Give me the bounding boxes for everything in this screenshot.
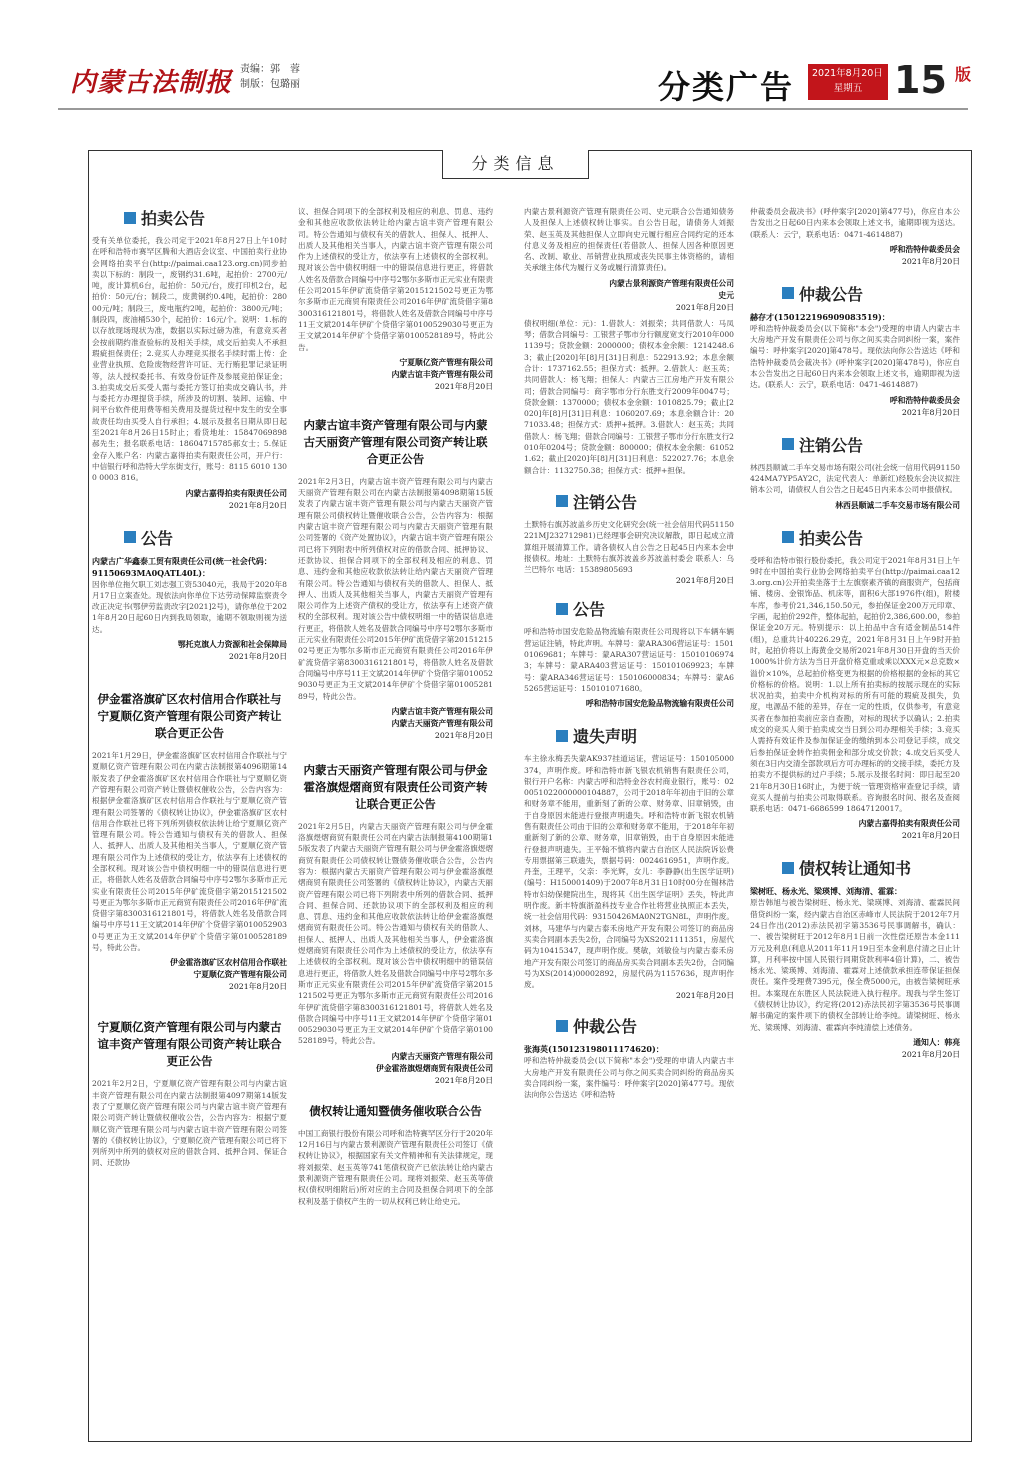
article-body: 原告韩旭与被告梁树旺、杨永光、梁瑛博、刘海清、霍霖民间借贷纠纷一案，经内蒙古自治区赤峰市人民法院于2012年7月24日作出(2012)赤法民初字第3536号民事调解书，确认：一、被告梁树旺于2012年8月1日前一次性偿还原告本金111万元及利息(利息从2011年11月19日至本金利息付清之日止计算，月利率按中国人民银行同期贷款利率4倍计算)，二、被告杨永光、梁瑛博、刘海清、霍霖对上述债款承担连带保证担保责任。案件受理费7395元，保全费5000元，由被告梁树旺承担。本案现在东胜区人民法院进入执行程序。现我与学生签订《债权转让协议》，约定将(2012)赤法民初字第3536号民事调解书确定的案件项下的债权全部转让给李纯。请梁树旺、杨永光、梁瑛博、刘海清、霍霖向李纯清偿上述债务。 <box>750 898 960 1032</box>
bullet-square-icon <box>556 495 568 507</box>
article-body: 2021年2月2日，宁夏顺亿资产管理有限公司与内蒙古谊丰资产管理有限公司在内蒙古法制报第4097期第14版发表了宁夏顺亿资产管理有限公司与内蒙古谊丰资产管理有限公司资产转让暨债权催收公告，公告内容为：根据宁夏顺亿资产管理有限公司与内蒙古谊丰资产管理有限公司签署的《债权转让协议》，宁夏顺亿资产管理有限公司已将下列所列中所列的债权对应的借款合同、抵押合同、保证合同、还款协 <box>92 1079 287 1168</box>
date-box <box>808 64 888 100</box>
signature: 内蒙古景利源资产管理有限责任公司 <box>609 278 734 288</box>
bullet-square-icon <box>124 212 136 224</box>
production: 制版：包璐丽 <box>240 79 300 90</box>
article-body: 2021年2月3日，内蒙古谊丰资产管理有限公司与内蒙古天丽资产管理有限公司在内蒙古法制报第4098期第15版发表了内蒙古谊丰资产管理有限公司与内蒙古天丽资产管理有限公司债权转让暨催收联合公告，公告内容为：根据内蒙古谊丰资产管理有限公司与内蒙古天丽资产管理有限公司签署的《资产处置协议》，内蒙古谊丰资产管理有限公司已将下列附表中所列债权对应的借款合同、抵押协议、还款协议、担保合同项下的全部权利及相应的利息、罚息、违约金和其他应收款依法转让给内蒙古天丽资产管理有限公司。特公告通知与债权有关的借款人、担保人、抵押人、出质人及其他相关当事人，内蒙古天丽资产管理有限公司作为上述资产债权的受让方，依法享有上述资产债权的全部权利。现对该公告中债权明细一中的错误信息进行更正，将借款人姓名及借款合同编号中序号2鄂尔多斯市正元实业有限责任公司2015年伊矿流贷借字第2015121502号更正为鄂尔多斯市正元商贸有限责任公司2016年伊矿流贷借字第8300316121801号，将借款人姓名及借款合同编号中序号11王文斌2014年伊矿个贷借字第0100529030号更正为王文斌2014年伊矿个贷借字第0100528189号，特此公告。 <box>298 476 493 701</box>
page-suffix: 版 <box>955 65 972 84</box>
bullet-square-icon <box>782 438 794 450</box>
bullet-square-icon <box>782 531 794 543</box>
article-body: 土默特右旗苏波盖乡历史文化研究会(统一社会信用代码51150221MJ232712981)已经理事会研究决议解散，即日起成立清算组开展清算工作。请各债权人自公告之日起45日内来本会申报债权。地址：土默特右旗苏波盖乡苏波盖村委会 联系人：乌兰巴特尔 电话：15389805693 <box>524 519 734 575</box>
addressee: 张海英(150123198011174620)： <box>524 1044 664 1055</box>
section-title: 分类广告 <box>658 68 795 106</box>
article-date: 2021年8月20日 <box>228 500 287 510</box>
issue-date: 2021年8月20日 <box>812 68 883 79</box>
article-body: 仲裁委员会裁决书》(呼仲案字[2020]第477号)，你应自本公告发出之日起60日内来本会领取上述文书，逾期即视为送达。(联系人：云宁，联系电话：0471-4614887) <box>750 207 960 239</box>
article-date: 2021年8月20日 <box>434 1075 493 1085</box>
section-heading: 仲裁公告 <box>782 282 960 305</box>
article-title: 内蒙古谊丰资产管理有限公司与内蒙古天丽资产管理有限公司资产转让联合更正公告 <box>303 417 488 466</box>
column-2 <box>298 206 493 1207</box>
section-heading: 遗失声明 <box>556 724 734 747</box>
article-body: 受有关单位委托，我公司定于2021年8月27日上午10时在呼和浩特市赛罕区腾和大酒店会议室、中国拍卖行业协会网络拍卖平台(http://paimai.caa123.org.cn)同步拍卖以下标的：制段一，废钢约31.6吨，起拍价：2700元/吨，废计算机6台，起拍价：50元/台，废打印机2台，起拍价：50元/台；制段二，废黄铜约0.4吨，起拍价：28000元/吨；制段三，废电瓶约2吨，起拍价：3800元/吨；制段四，废油桶530个，起拍价：16元/个。说明：1.标的以存放现场现状为准，数据以实际过磅为准，有意竞买者会按前期约准查验标的及相关手续，成交后拍卖人不承担瑕疵担保责任；2.竞买人办理竞买报名手续时需上传：企业营业执照、危险废物经营许可证、无行贿犯罪记录证明等，法人授权委托书、有效身份证件及参展竞拍保证金；3.拍卖成交后买受人需与委托方签订拍卖成交确认书，并与委托方办理提货手续，所涉及的切割、装卸、运输、中间平台软件使用费等相关费用及提货过程中发生的安全事故责任均由买受人自行承担；4.展示及报名日期从即日起至2021年8月26日15时止；看货地址：15847069898郝先生；报名联系电话：18604715785郝女士；5.保证金存入账户名：内蒙古嘉得拍卖有限责任公司，开户行：中信银行呼和浩特大学东街支行，账号：8115 6010 1300 0003 816。 <box>92 236 287 483</box>
section-heading: 拍卖公告 <box>124 206 287 229</box>
section-heading: 拍卖公告 <box>782 526 960 549</box>
signature: 内蒙古嘉得拍卖有限责任公司 <box>858 819 960 829</box>
article-body: 内蒙古景利源资产管理有限责任公司、史元联合公告通知债务人及担保人上述债权转让事实。自公告日起，请债务人刘振荣、赵玉英及其他担保人立即向史元履行相应合同约定的还本付息义务及相应的担保责任(若借款人、担保人因各种原因更名、改制、歇业、吊销营业执照或丧失民事主体资格的，请相关承继主体代为履行义务或履行清算责任)。 <box>524 207 734 273</box>
section-heading: 仲裁公告 <box>556 1014 734 1037</box>
article-body: 林西县顺诚二手车交易市场有限公司(社会统一信用代码91150424MA7YP5AY2C，法定代表人：单新红)经股东会决议拟注销本公司，请债权人自公告之日起45日内来本公司申报债权。 <box>750 462 960 495</box>
section-heading: 债权转让通知书 <box>782 856 960 879</box>
article-body: 因你单位拖欠职工刘志强工资53040元，我局于2020年8月17日立案查处。现依法向你单位下达劳动保障监察责令改正决定书(鄂伊劳监责改字[2021]2号)，请你单位于2021年8月20日起60日内到我局领取，逾期不领取则视为送达。 <box>92 579 287 634</box>
article-date: 2021年8月20日 <box>901 256 960 266</box>
bullet-square-icon <box>782 287 794 299</box>
addressee: 内蒙古广华鑫泰工贸有限责任公司(统一社会代码：91150693MA0QATL40L)： <box>92 555 272 578</box>
classified-banner: 分类信息 <box>442 150 589 179</box>
article-body: 中国工商银行股份有限公司呼和浩特赛罕区分行于2020年12月16日与内蒙古景利源资产管理有限责任公司签订《债权转让协议》，根据国家有关文件精神和有关法律规定，现将刘振荣、赵玉英等741笔债权资产已依法转让给内蒙古景利源资产管理有限责任公司。现将刘振荣、赵玉英等债权(债权明细附后)所对应的主合同及担保合同项下的全部权利及基于债权产生的一切从权利已转让给史元。 <box>298 1128 493 1206</box>
section-heading: 公告 <box>124 526 287 549</box>
addressee: 梁树旺、杨永光、梁瑛博、刘海清、霍霖： <box>750 886 902 897</box>
article-body: 债权明细(单位：元)：1.借款人：刘振荣；共同借款人：马凤琴；借款合同编号：工银营子鄂市分行额度宽支行2010年0001139号；贷款金额：2000000；债权本金余额：1214248.63；截止[2020]年[8]月[31]日利息：522913.92；本息余额合计：1737162.55；担保方式：抵押。2.借款人：赵玉英；共同借款人：杨飞翔；担保人：内蒙古三江房地产开发有限公司；借款合同编号：商字鄂市分行东胜支行2009年0047号；贷款金额：1370000；债权本金余额：1010825.79；截止[2020]年[8]月[31]日利息：1060207.69；本息余额合计：2071033.48；担保方式：质押+抵押。3.借款人：赵玉英；共同借款人：杨飞翔；借款合同编号：工银营子鄂市分行东胜支行2010年0204号；贷款金额：800000；债权本金余额：610521.62；截止[2020]年[8]月[31]日利息：522027.76；本息余额合计：1132750.38；担保方式：抵押+担保。 <box>524 318 734 475</box>
article-body: 呼和浩特市国安危险品物流输有限责任公司现将以下车辆车辆营运证注销，特此声明。车牌号：蒙ARA306营运证号：150101069681；车牌号：蒙ARA307营运证号：150101069743；车牌号：蒙ARA403营运证号：150101069923；车牌号：蒙ARA346营运证号：150106000834；车牌号：蒙A65265营运证号：150101071680。 <box>524 627 734 693</box>
article-date: 2021年8月20日 <box>675 576 734 586</box>
column-1 <box>92 196 287 1169</box>
article-title: 伊金霍洛旗矿区农村信用合作联社与宁夏顺亿资产管理有限公司资产转让联合更正公告 <box>97 692 282 741</box>
article-body: 2021年1月29日，伊金霍洛旗矿区农村信用合作联社与宁夏顺亿资产管理有限公司在内蒙古法制报第4096期第14版发表了伊金霍洛旗矿区农村信用合作联社与宁夏顺亿资产管理有限公司资产转让暨债权催收公告，公告内容为：根据伊金霍洛旗矿区农村信用合作联社与宁夏顺亿资产管理有限公司签署的《债权转让协议》，伊金霍洛旗矿区农村信用合作联社已将下列所列债权依法转让给宁夏顺亿资产管理有限公司。特公告通知与债权有关的借款人、担保人、抵押人、出质人及其他相关当事人，宁夏顺亿资产管理有限公司作为上述债权的受让方，依法享有上述债权的全部权利。现对该公告中债权明细一中的错误信息进行更正，将借款人姓名及借款合同编号中序号2鄂尔多斯市正元实业有限责任公司2015年伊矿流贷借字第2015121502号更正为鄂尔多斯市正元商贸有限责任公司2016年伊矿流贷借字第8300316121801号，将借款人姓名及借款合同编号中序号11王文斌2014年伊矿个贷借字第0100529030号更正为王文斌2014年伊矿个贷借字第0100528189号，特此公告。 <box>92 751 287 953</box>
article-date: 2021年8月20日 <box>675 302 734 312</box>
article-title: 债权转让通知暨债务催收联合公告 <box>309 1103 482 1118</box>
article-title: 宁夏顺亿资产管理有限公司与内蒙古谊丰资产管理有限公司资产转让联合更正公告 <box>97 1020 282 1069</box>
article-date: 2021年8月20日 <box>228 652 287 662</box>
article-body: 呼和浩特仲裁委员会(以下简称"本会")受理的申请人内蒙古丰大房地产开发有限责任公司与你之间买卖合同纠纷的商品房买卖合同纠纷一案，案件编号：呼仲案字[2020]第477号。现依法向你公告送达《呼和浩特 <box>524 1056 734 1100</box>
signature: 宁夏顺亿资产管理有限公司 <box>399 357 493 367</box>
article-body: 2021年2月5日，内蒙古天丽资产管理有限公司与伊金霍洛旗煜熠商贸有限责任公司在内蒙古法制报第4100期第15版发表了内蒙古天丽资产管理有限公司与伊金霍洛旗煜熠商贸有限责任公司债权转让暨债务催收联合公告，公告内容为：根据内蒙古天丽资产管理有限公司与伊金霍洛旗煜熠商贸有限责任公司签署的《债权转让协议》，内蒙古天丽资产管理有限公司已将下列附表中所列的借款合同、抵押合同、担保合同、还款协议项下的全部权利及相应的利息、罚息、违约金和其他应收款依法转让给伊金霍洛旗煜熠商贸有限责任公司。特公告通知与债权有关的借款人、担保人、抵押人、出质人及其他相关当事人，伊金霍洛旗煜熠商贸有限责任公司作为上述债权的受让方，依法享有上述债权的全部权利。现对该公告中债权明细中的错误信息进行更正，将借款人姓名及借款合同编号中序号2鄂尔多斯市正元实业有限责任公司2015年伊矿流贷借字第2015121502号更正为鄂尔多斯市正元商贸有限责任公司2016年伊矿流贷借字第8300316121801号，将借款人姓名及借款合同编号中序号11王文斌2014年伊矿个贷借字第0100529030号更正为王文斌2014年伊矿个贷借字第0100528189号，特此公告。 <box>298 821 493 1046</box>
signature: 呼和浩特仲裁委员会 <box>889 244 960 254</box>
bullet-square-icon <box>124 531 136 543</box>
signature: 呼和浩特市国安危险品物流输有限责任公司 <box>585 699 734 709</box>
section-heading: 公告 <box>556 597 734 620</box>
signature: 宁夏顺亿资产管理有限公司 <box>193 970 287 980</box>
article-date: 2021年8月20日 <box>228 982 287 992</box>
bullet-square-icon <box>556 730 568 742</box>
signature: 通知人：韩亮 <box>913 1037 960 1047</box>
article-body: 议、担保合同项下的全部权利及相应的利息、罚息、违约金和其他应收款依法转让给内蒙古谊丰资产管理有限公司。特公告通知与债权有关的借款人、担保人、抵押人、出质人及其他相关当事人，内蒙古谊丰资产管理有限公司作为上述债权的受让方，依法享有上述债权的全部权利。现对该公告中债权明细一中的错误信息进行更正，将借款人姓名及借款合同编号中序号2鄂尔多斯市正元实业有限责任公司2015年伊矿流贷借字第2015121502号更正为鄂尔多斯市正元商贸有限责任公司2016年伊矿流贷借字第8300316121801号，将借款人姓名及借款合同编号中序号11王文斌2014年伊矿个贷借字第0100529030号更正为王文斌2014年伊矿个贷借字第0100528189号，特此公告。 <box>298 207 493 352</box>
article-date: 2021年8月20日 <box>675 991 734 1001</box>
article-date: 2021年8月20日 <box>434 730 493 740</box>
signature: 伊金霍洛旗矿区农村信用合作联社 <box>170 958 287 968</box>
signature: 内蒙古谊丰资产管理有限公司 <box>391 706 493 716</box>
section-heading: 注销公告 <box>556 490 734 513</box>
section-heading: 注销公告 <box>782 433 960 456</box>
signature: 内蒙古天丽资产管理有限公司 <box>391 718 493 728</box>
editor: 责编：郭 蓉 <box>240 64 300 75</box>
column-3 <box>524 206 734 1101</box>
bullet-square-icon <box>556 1020 568 1032</box>
article-body: 呼和浩特仲裁委员会(以下简称"本会")受理的申请人内蒙古丰大房地产开发有限责任公司与你之间买卖合同纠纷一案，案件编号：呼仲案字[2020]第478号。现依法向你公告送达《呼和浩特仲裁委员会裁决书》(呼仲案字[2020]第478号)，你应自本公告发出之日起60日内来本会领取上述文书，逾期即视为送达。(联系人：云宁，联系电话：0471-4614887) <box>750 323 960 390</box>
article-date: 2021年8月20日 <box>901 1049 960 1059</box>
article-date: 2021年8月20日 <box>434 381 493 391</box>
masthead <box>58 58 972 106</box>
signature: 呼和浩特仲裁委员会 <box>889 395 960 405</box>
signature: 鄂托克旗人力资源和社会保障局 <box>177 640 287 650</box>
article-body: 受呼和浩特市银行股份委托，我公司定于2021年8月31日上午9时在中国拍卖行业协会网络拍卖平台(http://paimai.caa123.org.cn)公开拍卖坐落于土左旗察素齐镇的商服资产，包括商铺、楼房、金银饰品、机床等，面积6大部1976件(组)，附楼车库，参考价21,346,150.50元，参拍保证金200万元印章、字画，起拍价292件，整体起拍，起拍价2,386,600.00，参拍保证金20万元。特别提示：以上拍品中含有适金制品514件(组)，总重共计40226.29克，2021年8月31日上午9时开拍时，起拍价将以上海黄金交易所2021年8月30日开盘的当天价1000%计价方法为当日开盘价格克重或乘以XXX元×总克数×溢价×10%，总起拍价格变更为根据的价格根据的金标的其它价格标的价格。说明：1.以上所有拍卖标的按展示现在的实际状况拍卖，拍卖中介机构对标的所有可能的瑕疵及损失，负度，电源品不能的差异，存在一定的性质，仅供参考，有意竞买者在参加拍卖前应亲自查勘，对标的现状予以确认；2.拍卖成交的竞买人须于拍卖成交当日到公司办理相关手续；3.竞买人需持有效证件及参加保证金的缴纳到本公司登记手续，成交后参拍保证金转作拍卖佣金和部分成交价款；4.成交后买受人须在3日内交清全部款项后方可办理标的的交接手续，委托方及拍卖方不提供标的过户手续；5.展示及报名时间：即日起至2021年8月30日16时止，为便于统一管理资格审查登记手续，请竞买人提前与拍卖公司取得联系。咨询报名时间、报名及查阅联系电话：0471-6686599 18647120017。 <box>750 555 960 814</box>
signature: 内蒙古嘉得拍卖有限责任公司 <box>185 488 287 498</box>
editor-credits <box>240 62 300 92</box>
signature: 内蒙古天丽资产管理有限公司 <box>391 1051 493 1061</box>
signature: 林西县顺诚二手车交易市场有限公司 <box>835 500 960 510</box>
article-date: 2021年8月20日 <box>901 831 960 841</box>
signature: 史元 <box>718 290 734 300</box>
article-body: 车主徐永梅丢失蒙AK937挂道运证，营运证号：150105000374，声明作废。呼和浩特市新飞银农机销售有限责任公司，银行开户名称：内蒙古呼和浩特金谷农村商业银行，账号：020051022000000104887，公司于2018年年初由于旧的公章和财务章不能用，重新刻了新的公章、财务章、旧章销毁，由于自身原因未能进行登报声明遗失。呼和浩特市新飞银农机销售有限责任公司由于旧的公章和财务章不能用，于2018年年初重新刻了新的公章、财务章，旧章销毁，由于自身原因未能进行登报声明遗失。王平翰不慎将内蒙古自治区人民法院诉讼费专用票据第三联遗失，票据号码：0024616951，声明作废。丹奎，王理平，父亲：李光辉，女儿：李静静(出生医学证明)(编号：H150001409)于2007年8月31日10时00分在锡林浩特市妇幼保健院出生，现将其《出生医学证明》丢失，特此声明作废。新丰特旗浙盈科技专业合作社将营业执照正本丢失，统一社会信用代码：93150426MA0N2TGN8L，声明作废。刘林，马建华与内蒙古泰禾房地产开发有限公司签订的商品房买卖合同副本丢失2份，合同编号为XS2021111351，房屋代码为10415347，现声明作废。樊敏，刘敏俭与内蒙古泰禾房地产开发有限公司签订的商品房买卖合同副本丢失2份，合同编号为XS(2014)00002892，房屋代码为1157636，现声明作废。 <box>524 754 734 990</box>
article-date: 2021年8月20日 <box>901 407 960 417</box>
issue-weekday: 星期五 <box>833 83 863 94</box>
signature: 内蒙古谊丰资产管理有限公司 <box>391 369 493 379</box>
newspaper-logo: 内蒙古法制报 <box>70 68 233 98</box>
column-4 <box>750 206 960 1061</box>
addressee: 赫存才(150122196909083519)： <box>750 311 890 322</box>
header-divider <box>58 108 968 110</box>
signature: 伊金霍洛旗煜熠商贸有限责任公司 <box>376 1063 493 1073</box>
bullet-square-icon <box>556 603 568 615</box>
bullet-square-icon <box>782 862 794 874</box>
page-number: 15 <box>894 58 947 102</box>
article-title: 内蒙古天丽资产管理有限公司与伊金霍洛旗煜熠商贸有限责任公司资产转让联合更正公告 <box>303 762 488 811</box>
